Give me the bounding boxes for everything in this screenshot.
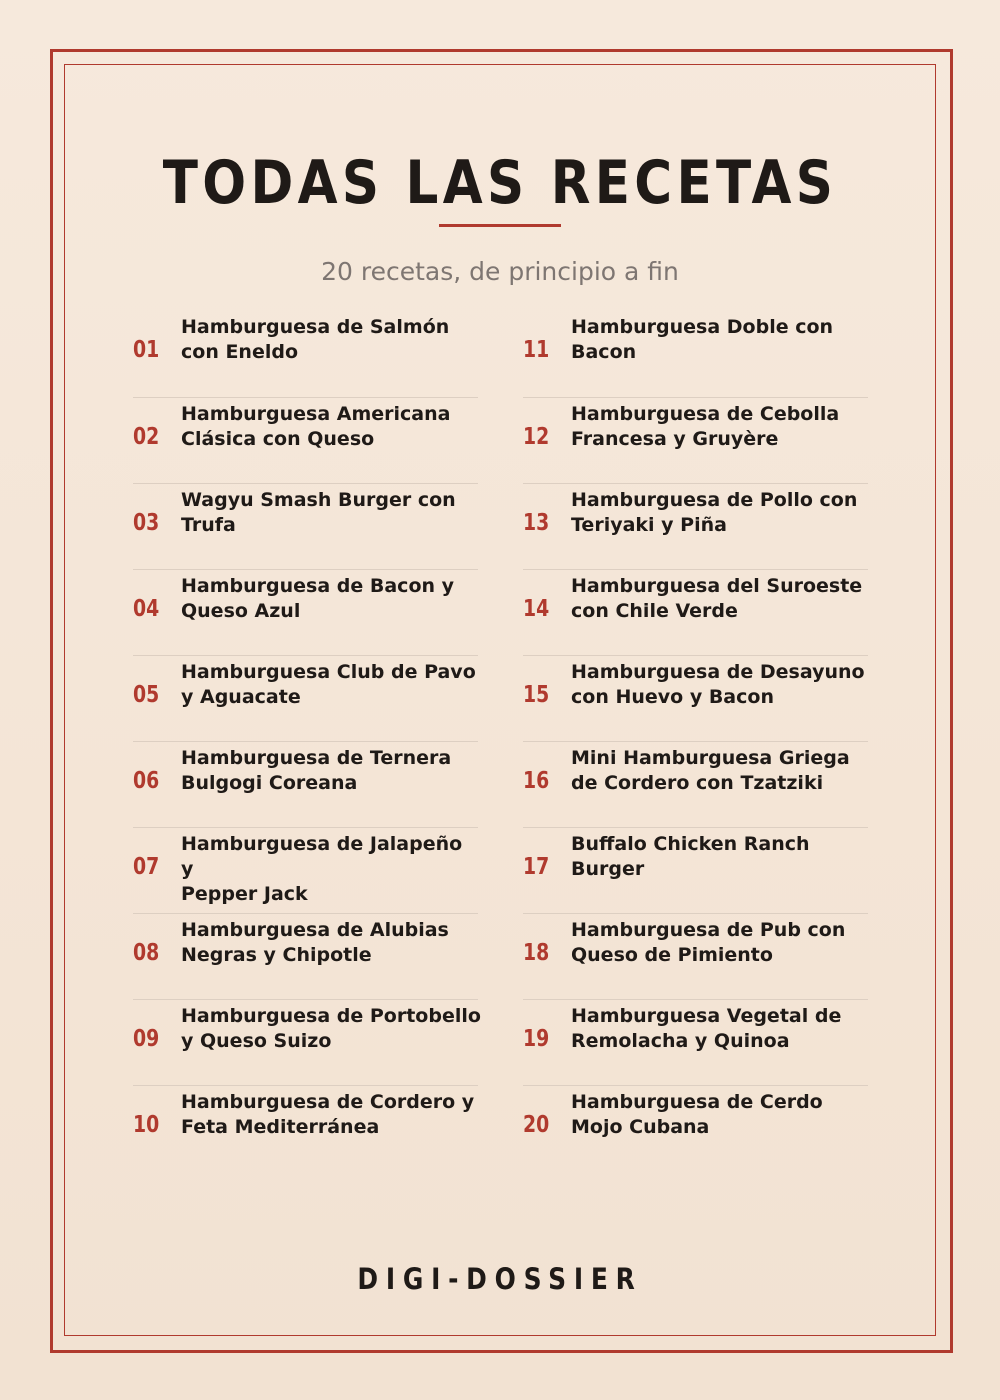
recipe-item bbox=[133, 483, 478, 569]
recipe-item bbox=[523, 397, 868, 483]
recipe-number: 15 bbox=[523, 682, 550, 708]
recipe-number: 20 bbox=[523, 1112, 550, 1138]
recipe-number: 12 bbox=[523, 424, 550, 450]
recipe-name: Hamburguesa de Pollo con Teriyaki y Piña bbox=[571, 489, 858, 536]
recipe-item bbox=[133, 311, 478, 397]
recipe-item bbox=[523, 655, 868, 741]
title-underline bbox=[439, 224, 561, 227]
recipe-item bbox=[523, 569, 868, 655]
recipe-name: Hamburguesa de Cerdo Mojo Cubana bbox=[571, 1091, 823, 1138]
page-title: TODAS LAS RECETAS bbox=[162, 148, 838, 218]
recipe-number: 14 bbox=[523, 596, 550, 622]
recipe-name: Hamburguesa de Ternera Bulgogi Coreana bbox=[181, 747, 452, 794]
recipe-name: Hamburguesa de Cordero y Feta Mediterránea bbox=[181, 1091, 475, 1138]
recipe-number: 01 bbox=[133, 337, 160, 363]
recipe-name: Wagyu Smash Burger con Trufa bbox=[181, 489, 456, 536]
recipe-item bbox=[133, 999, 481, 1085]
recipe-item bbox=[523, 483, 868, 569]
recipe-number: 10 bbox=[133, 1112, 160, 1138]
recipe-number: 16 bbox=[523, 768, 550, 794]
recipe-number: 05 bbox=[133, 682, 160, 708]
recipe-number: 02 bbox=[133, 424, 160, 450]
brand-footer: DIGI-DOSSIER bbox=[357, 1262, 643, 1296]
recipe-name: Hamburguesa de Portobello y Queso Suizo bbox=[181, 1005, 481, 1052]
recipe-name: Hamburguesa del Suroeste con Chile Verde bbox=[571, 575, 863, 622]
recipe-name: Hamburguesa de Bacon y Queso Azul bbox=[181, 575, 455, 622]
recipe-name: Hamburguesa Americana Clásica con Queso bbox=[181, 403, 451, 450]
recipe-list-right bbox=[523, 311, 868, 1171]
recipe-item bbox=[523, 827, 868, 913]
recipe-name: Mini Hamburguesa Griega de Cordero con Tzatziki bbox=[571, 747, 850, 794]
recipe-number: 07 bbox=[133, 854, 160, 880]
recipe-item bbox=[133, 827, 478, 913]
recipe-name: Hamburguesa de Pub con Queso de Pimiento bbox=[571, 919, 846, 966]
recipe-number: 19 bbox=[523, 1026, 550, 1052]
recipe-item bbox=[133, 741, 478, 827]
recipe-number: 09 bbox=[133, 1026, 160, 1052]
recipe-item bbox=[523, 999, 868, 1085]
recipe-name: Hamburguesa Vegetal de Remolacha y Quinoa bbox=[571, 1005, 842, 1052]
recipe-name: Hamburguesa Club de Pavo y Aguacate bbox=[181, 661, 476, 708]
recipe-number: 08 bbox=[133, 940, 160, 966]
recipe-number: 11 bbox=[523, 337, 550, 363]
recipe-number: 03 bbox=[133, 510, 160, 536]
recipe-name: Hamburguesa de Desayuno con Huevo y Bacon bbox=[571, 661, 865, 708]
recipe-name: Buffalo Chicken Ranch Burger bbox=[571, 833, 810, 880]
recipe-name: Hamburguesa de Salmón con Eneldo bbox=[181, 316, 450, 363]
recipe-item bbox=[133, 1085, 478, 1171]
recipe-name: Hamburguesa Doble con Bacon bbox=[571, 316, 834, 363]
recipe-item bbox=[133, 569, 478, 655]
recipe-item bbox=[133, 655, 478, 741]
recipe-name: Hamburguesa de Cebolla Francesa y Gruyère bbox=[571, 403, 840, 450]
recipe-name: Hamburguesa de Jalapeño y Pepper Jack bbox=[181, 833, 463, 905]
recipe-list-left bbox=[133, 311, 481, 1171]
recipe-number: 04 bbox=[133, 596, 160, 622]
recipe-item bbox=[523, 741, 868, 827]
recipe-item bbox=[133, 913, 478, 999]
recipe-item bbox=[133, 397, 478, 483]
recipe-item bbox=[523, 913, 868, 999]
recipe-item bbox=[523, 1085, 868, 1171]
recipe-item bbox=[523, 311, 868, 397]
recipe-number: 18 bbox=[523, 940, 550, 966]
recipe-number: 13 bbox=[523, 510, 550, 536]
recipe-name: Hamburguesa de Alubias Negras y Chipotle bbox=[181, 919, 449, 966]
page-subtitle: 20 recetas, de principio a fin bbox=[321, 257, 679, 286]
recipe-number: 06 bbox=[133, 768, 160, 794]
recipe-number: 17 bbox=[523, 854, 550, 880]
